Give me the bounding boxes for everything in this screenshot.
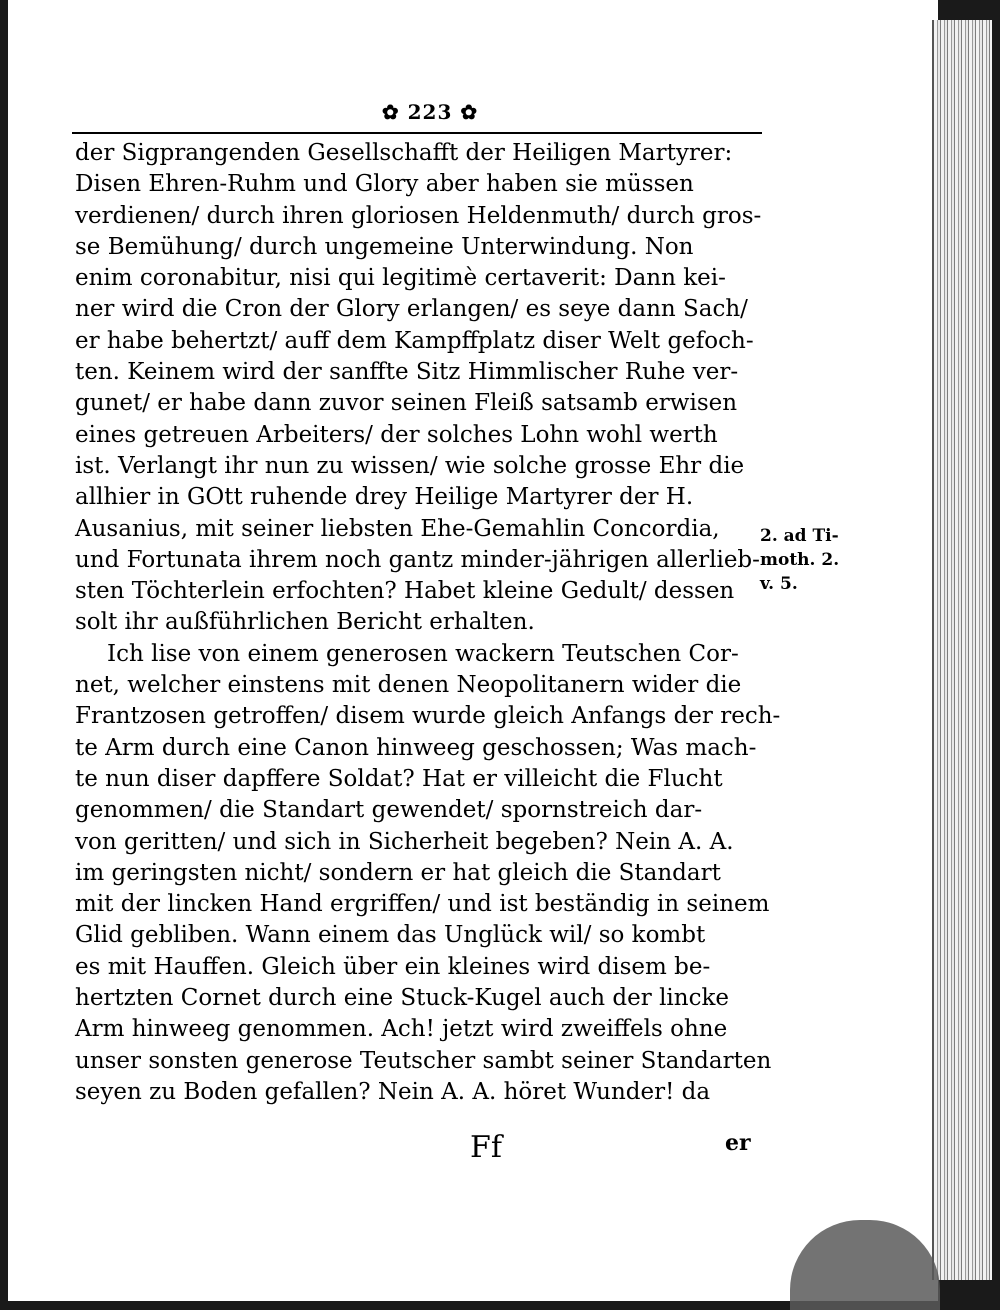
text-line: Glid gebliben. Wann einem das Unglück wil/ so kombt: [75, 922, 706, 949]
catchword: er: [725, 1130, 751, 1156]
text-line: solt ihr außführlichen Bericht erhalten.: [75, 609, 535, 636]
text-line: verdienen/ durch ihren gloriosen Heldenmuth/ durch gros-: [75, 202, 762, 229]
text-line: es mit Hauffen. Gleich über ein kleines wird disem be-: [75, 953, 711, 980]
text-line: hertzten Cornet durch eine Stuck-Kugel auch der lincke: [75, 985, 730, 1012]
text-line: im geringsten nicht/ sondern er hat gleich die Standart: [75, 859, 721, 886]
text-line: Ausanius, mit seiner liebsten Ehe-Gemahlin Concordia,: [75, 515, 720, 542]
text-line: der Sigprangenden Gesellschafft der Heiligen Martyrer:: [75, 140, 733, 166]
header-ornament-right: ✿: [460, 100, 479, 124]
text-line: unser sonsten generose Teutscher sambt seiner Standarten: [75, 1047, 772, 1074]
text-line: er habe behertzt/ auff dem Kampffplatz diser Welt gefoch-: [75, 327, 754, 354]
margin-note: [760, 524, 860, 596]
text-line: allhier in GOtt ruhende drey Heilige Martyrer der H.: [75, 484, 694, 511]
page-edges: [932, 20, 992, 1280]
text-line: Ich lise von einem generosen wackern Teutschen Cor-: [107, 640, 739, 667]
header-ornament-left: ✿: [381, 100, 400, 124]
text-line: Disen Ehren-Ruhm und Glory aber haben sie müssen: [75, 171, 694, 198]
text-line: se Bemühung/ durch ungemeine Unterwindung. Non: [75, 233, 694, 260]
page-number: 223: [407, 100, 453, 124]
text-line: te nun diser dapffere Soldat? Hat er villeicht die Flucht: [75, 765, 723, 792]
signature-mark: Ff: [470, 1130, 502, 1165]
text-line: eines getreuen Arbeiters/ der solches Lohn wohl werth: [75, 421, 718, 448]
margin-note-line: 2. ad Ti-: [760, 526, 839, 546]
text-line: und Fortunata ihrem noch gantz minder-jährigen allerlieb-: [75, 546, 760, 573]
margin-note-line: v. 5.: [760, 574, 798, 594]
text-line: von geritten/ und sich in Sicherheit begeben? Nein A. A.: [75, 828, 734, 855]
text-line: enim coronabitur, nisi qui legitimè certaverit: Dann kei-: [75, 265, 726, 292]
text-line: sten Töchterlein erfochten? Habet kleine Gedult/ dessen: [75, 578, 735, 605]
text-line: te Arm durch eine Canon hinweeg geschossen; Was mach-: [75, 734, 757, 761]
text-line: ten. Keinem wird der sanffte Sitz Himmlischer Ruhe ver-: [75, 359, 739, 386]
page-header: [365, 100, 495, 128]
text-line: ist. Verlangt ihr nun zu wissen/ wie solche grosse Ehr die: [75, 452, 745, 479]
text-line: seyen zu Boden gefallen? Nein A. A. höret Wunder! da: [75, 1078, 711, 1105]
text-line: mit der lincken Hand ergriffen/ und ist beständig in seinem: [75, 891, 770, 918]
text-line: Arm hinweeg genommen. Ach! jetzt wird zweiffels ohne: [75, 1016, 728, 1043]
header-rule: [72, 132, 762, 134]
text-line: gunet/ er habe dann zuvor seinen Fleiß satsamb erwisen: [75, 390, 738, 417]
text-line: Frantzosen getroffen/ disem wurde gleich Anfangs der rech-: [75, 703, 781, 730]
text-line: net, welcher einstens mit denen Neopolitanern wider die: [75, 672, 742, 699]
text-line: genommen/ die Standart gewendet/ spornstreich dar-: [75, 797, 703, 824]
text-line: ner wird die Cron der Glory erlangen/ es seye dann Sach/: [75, 296, 748, 323]
margin-note-line: moth. 2.: [760, 550, 840, 570]
